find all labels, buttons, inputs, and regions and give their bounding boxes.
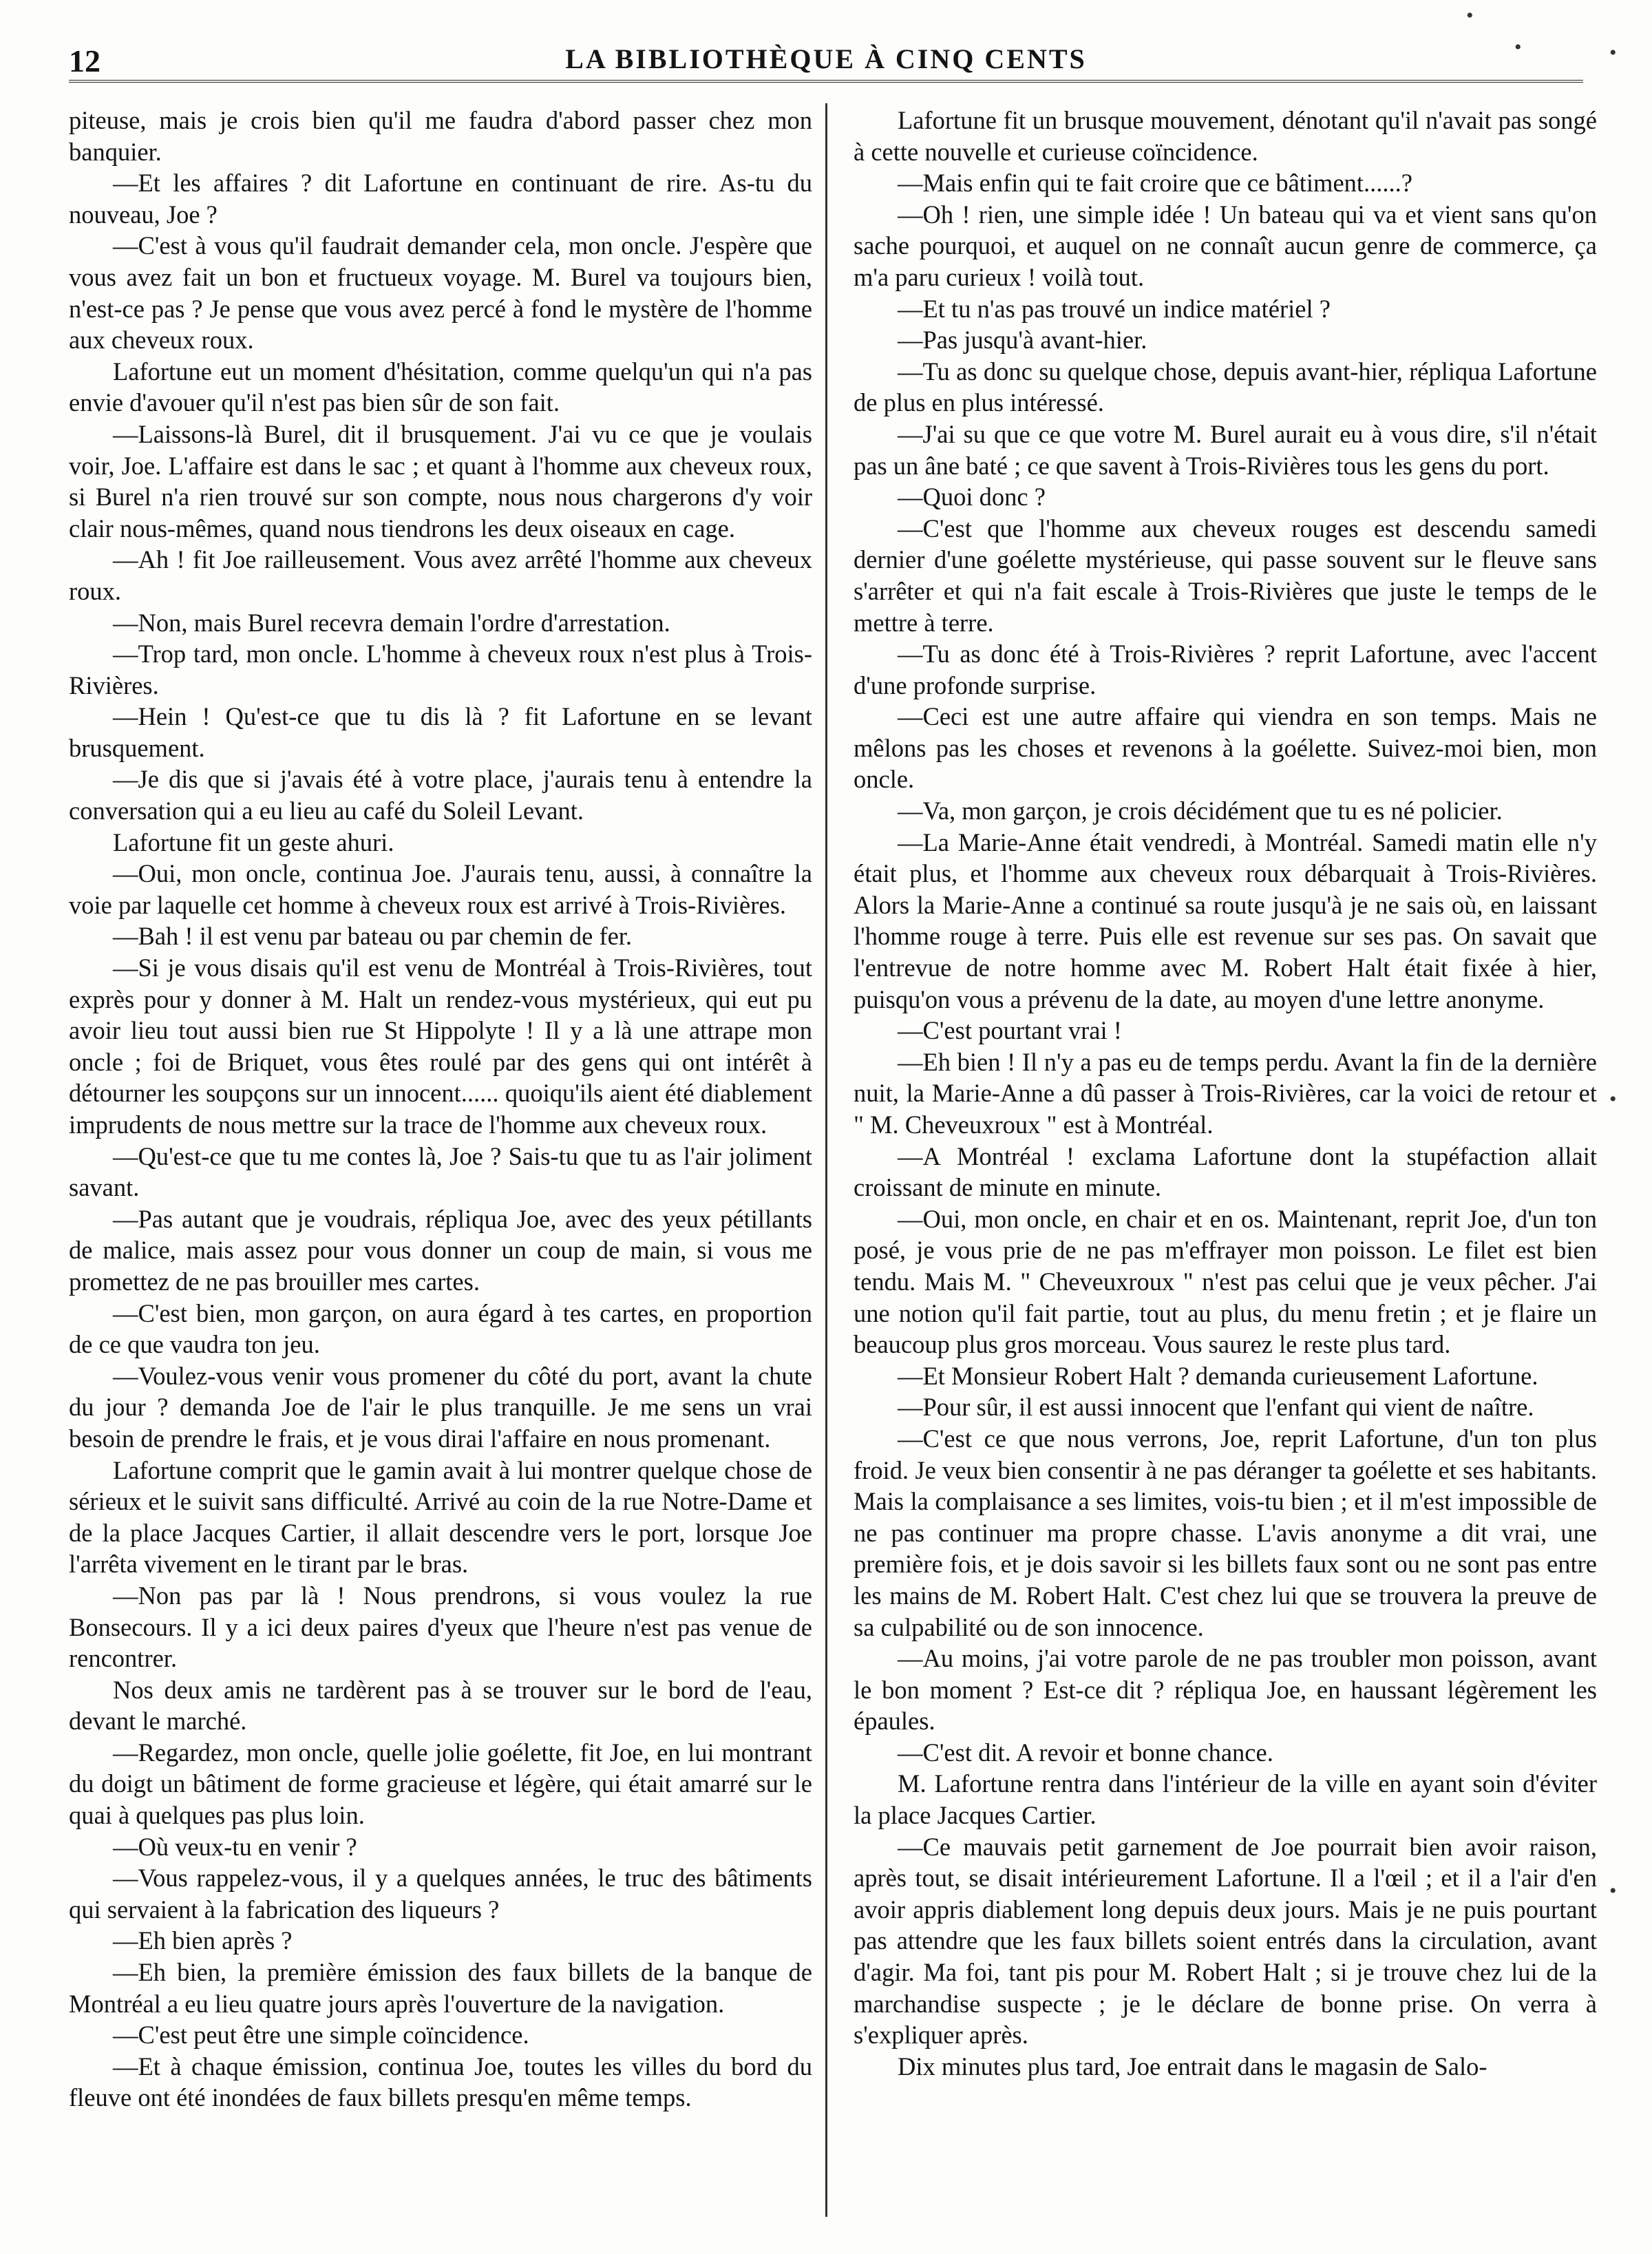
paragraph: —Ceci est une autre affaire qui viendra en son temps. Mais ne mêlons pas les choses et revenons à la goélette. Suivez-moi bien, mon oncle. [854, 702, 1597, 794]
paragraph: —Tu as donc su quelque chose, depuis avant-hier, répliqua Lafortune de plus en plus intéressé. [854, 357, 1597, 417]
column-divider [825, 103, 827, 2217]
paragraph: —Hein ! Qu'est-ce que tu dis là ? fit Lafortune en se levant brusquement. [69, 702, 812, 762]
paragraph: —C'est pourtant vrai ! [898, 1016, 1122, 1045]
paragraph: —Bah ! il est venu par bateau ou par chemin de fer. [113, 922, 633, 951]
paragraph: —Va, mon garçon, je crois décidément que tu es né policier. [898, 797, 1503, 825]
paragraph: Dix minutes plus tard, Joe entrait dans le magasin de Salo- [898, 2052, 1487, 2081]
paragraph: —Je dis que si j'avais été à votre place, j'aurais tenu à entendre la conversation qui a eu lieu au café du Soleil Levant. [69, 765, 812, 825]
paragraph: —La Marie-Anne était vendredi, à Montréal. Samedi matin elle n'y était plus, et l'homme aux cheveux roux débarquait à Trois-Rivières. Alors la Marie-Anne a continué sa route jusqu'à je ne sais où, en laissant l'homme rouge à terre. Puis elle est revenue sur ses pas. On savait que l'entrevue de notre homme avec M. Robert Halt était fixée à hier, puisqu'on vous a prévenu de la date, au moyen d'une lettre anonyme. [854, 828, 1597, 1013]
paragraph: —J'ai su que ce que votre M. Burel aurait eu à vous dire, s'il n'était pas un âne baté ; ce que savent à Trois-Rivières tous les gens du port. [854, 419, 1597, 480]
running-title: LA BIBLIOTHÈQUE À CINQ CENTS [565, 43, 1087, 74]
ink-speck: • [1466, 4, 1474, 27]
paragraph: M. Lafortune rentra dans l'intérieur de la ville en ayant soin d'éviter la place Jacques Cartier. [854, 1769, 1597, 1830]
paragraph: —C'est ce que nous verrons, Joe, reprit Lafortune, d'un ton plus froid. Je veux bien consentir à ne pas déranger ta goélette et ses habitants. Mais la complaisance a ses limites, vois-tu bien ; et il m'est impossible de ne pas continuer ma propre chasse. L'avis anonyme a dit vrai, une première fois, et je dois savoir si les billets faux sont ou ne sont pas entre les mains de M. Robert Halt. C'est chez lui que se trouvera la preuve de sa culpabilité ou de son innocence. [854, 1424, 1597, 1641]
paragraph: Nos deux amis ne tardèrent pas à se trouver sur le bord de l'eau, devant le marché. [69, 1675, 812, 1736]
header-rule [69, 80, 1583, 83]
paragraph: —Laissons-là Burel, dit il brusquement. J'ai vu ce que je voulais voir, Joe. L'affaire est dans le sac ; et quant à l'homme aux cheveux roux, si Burel n'a rien trouvé sur son compte, nous nous chargerons d'y voir clair nous-mêmes, quand nous tiendrons les deux oiseaux en cage. [69, 419, 812, 543]
paragraph: Lafortune fit un brusque mouvement, dénotant qu'il n'avait pas songé à cette nouvelle et curieuse coïncidence. [854, 106, 1597, 166]
page-number: 12 [69, 43, 100, 78]
paragraph: —Et tu n'as pas trouvé un indice matériel ? [898, 294, 1331, 323]
paragraph: —Et les affaires ? dit Lafortune en continuant de rire. As-tu du nouveau, Joe ? [69, 169, 812, 229]
paragraph: —Oh ! rien, une simple idée ! Un bateau qui va et vient sans qu'on sache pourquoi, et auquel on ne connaît aucun genre de commerce, ça m'a paru curieux ! voilà tout. [854, 200, 1597, 291]
paragraph: —Ah ! fit Joe railleusement. Vous avez arrêté l'homme aux cheveux roux. [69, 545, 812, 605]
paragraph: —Oui, mon oncle, continua Joe. J'aurais tenu, aussi, à connaître la voie par laquelle cet homme à cheveux roux est arrivé à Trois-Rivières. [69, 859, 812, 919]
ink-speck: • [1609, 1088, 1617, 1110]
ink-speck: • [1609, 1879, 1617, 1902]
paragraph: —C'est bien, mon garçon, on aura égard à tes cartes, en proportion de ce que vaudra ton jeu. [69, 1298, 812, 1359]
paragraph: —Au moins, j'ai votre parole de ne pas troubler mon poisson, avant le bon moment ? Est-ce dit ? répliqua Joe, en haussant légèrement les épaules. [854, 1644, 1597, 1736]
paragraph: —Quoi donc ? [898, 483, 1046, 512]
ink-speck: • [1514, 36, 1522, 59]
paragraph: —Pas autant que je voudrais, répliqua Joe, avec des yeux pétillants de malice, mais assez pour vous donner un coup de main, si vous me promettez de ne pas brouiller mes cartes. [69, 1204, 812, 1296]
column-right [854, 105, 1597, 2211]
paragraph: —A Montréal ! exclama Lafortune dont la stupéfaction allait croissant de minute en minute. [854, 1141, 1597, 1202]
paragraph: —Eh bien ! Il n'y a pas eu de temps perdu. Avant la fin de la dernière nuit, la Marie-Anne a dû passer à Trois-Rivières, car la voici de retour et " M. Cheveuxroux " est à Montréal. [854, 1047, 1597, 1139]
paragraph: Lafortune comprit que le gamin avait à lui montrer quelque chose de sérieux et le suivit sans difficulté. Arrivé au coin de la rue Notre-Dame et de la place Jacques Cartier, il allait descendre vers le port, lorsque Joe l'arrêta vivement en le tirant par le bras. [69, 1455, 812, 1579]
paragraph: —Si je vous disais qu'il est venu de Montréal à Trois-Rivières, tout exprès pour y donner à M. Halt un rendez-vous mystérieux, qui eut pu avoir lieu tout aussi bien rue St Hippolyte ! Il y a là une attrape mon oncle ; foi de Briquet, vous êtes roulé par des gens qui ont intérêt à détourner les soupçons sur un innocent...... quoiqu'ils aient été diablement imprudents de nous mettre sur la trace de l'homme aux cheveux roux. [69, 954, 812, 1139]
paragraph: —C'est à vous qu'il faudrait demander cela, mon oncle. J'espère que vous avez fait un bon et fructueux voyage. M. Burel va toujours bien, n'est-ce pas ? Je pense que vous avez percé à fond le mystère de l'homme aux cheveux roux. [69, 231, 812, 355]
paragraph: piteuse, mais je crois bien qu'il me faudra d'abord passer chez mon banquier. [69, 106, 812, 166]
paragraph: —Et Monsieur Robert Halt ? demanda curieusement Lafortune. [898, 1361, 1538, 1390]
paragraph: —Mais enfin qui te fait croire que ce bâtiment......? [898, 169, 1412, 198]
paragraph: —Pas jusqu'à avant-hier. [898, 326, 1147, 355]
paragraph: —Et à chaque émission, continua Joe, toutes les villes du bord du fleuve ont été inondées de faux billets presqu'en même temps. [69, 2052, 812, 2112]
paragraph: —C'est dit. A revoir et bonne chance. [898, 1738, 1273, 1767]
paragraph: —Eh bien après ? [113, 1926, 293, 1955]
paragraph: —C'est que l'homme aux cheveux rouges est descendu samedi dernier d'une goélette mystérieuse, qui passe souvent sur le fleuve sans s'arrêter et qui n'a fait escale à Trois-Rivières que juste le temps de le mettre à terre. [854, 514, 1597, 637]
paragraph: —Non, mais Burel recevra demain l'ordre d'arrestation. [113, 608, 670, 637]
paragraph: —Tu as donc été à Trois-Rivières ? reprit Lafortune, avec l'accent d'une profonde surprise. [854, 640, 1597, 699]
paragraph: —Trop tard, mon oncle. L'homme à cheveux roux n'est plus à Trois-Rivières. [69, 640, 812, 699]
paragraph: —Qu'est-ce que tu me contes là, Joe ? Sais-tu que tu as l'air joliment savant. [69, 1141, 812, 1202]
page-header [69, 40, 1583, 81]
paragraph: —Ce mauvais petit garnement de Joe pourrait bien avoir raison, après tout, se disait intérieurement Lafortune. Il a l'œil ; et il a l'air d'en avoir appris diablement long depuis deux jours. Mais je ne puis pourtant pas attendre que les faux billets soient entrés dans la circulation, avant d'agir. Ma foi, tant pis pour M. Robert Halt ; si je trouve chez lui de la marchandise suspecte ; je le déclare de bonne prise. On verra à s'expliquer après. [854, 1832, 1597, 2050]
paragraph: —Regardez, mon oncle, quelle jolie goélette, fit Joe, en lui montrant du doigt un bâtiment de forme gracieuse et légère, qui était amarré sur le quai à quelques pas plus loin. [69, 1738, 812, 1830]
paragraph: —Où veux-tu en venir ? [113, 1832, 357, 1861]
paragraph: —C'est peut être une simple coïncidence. [113, 2021, 529, 2050]
column-left [69, 105, 812, 2211]
paragraph: Lafortune fit un geste ahuri. [113, 828, 394, 856]
paragraph: Lafortune eut un moment d'hésitation, comme quelqu'un qui n'a pas envie d'avouer qu'il n'est pas bien sûr de son fait. [69, 357, 812, 417]
paragraph: —Oui, mon oncle, en chair et en os. Maintenant, reprit Joe, d'un ton posé, je vous prie de ne pas m'effrayer mon poisson. Le filet est bien tendu. Mais M. " Cheveuxroux " n'est pas celui que je veux pêcher. J'ai une notion qu'il fait partie, tout au plus, du menu fretin ; et je flaire un beaucoup plus gros morceau. Vous saurez le reste plus tard. [854, 1204, 1597, 1359]
paragraph: —Non pas par là ! Nous prendrons, si vous voulez la rue Bonsecours. Il y a ici deux paires d'yeux que l'heure n'est pas venue de rencontrer. [69, 1581, 812, 1673]
paragraph: —Vous rappelez-vous, il y a quelques années, le truc des bâtiments qui servaient à la fabrication des liqueurs ? [69, 1864, 812, 1924]
paragraph: —Eh bien, la première émission des faux billets de la banque de Montréal a eu lieu quatre jours après l'ouverture de la navigation. [69, 1958, 812, 2018]
paragraph: —Pour sûr, il est aussi innocent que l'enfant qui vient de naître. [898, 1393, 1534, 1422]
paragraph: —Voulez-vous venir vous promener du côté du port, avant la chute du jour ? demanda Joe de l'air le plus tranquille. Je me sens un vrai besoin de prendre le frais, et je vous dirai l'affaire en nous promenant. [69, 1361, 812, 1453]
ink-speck: • [1609, 41, 1617, 64]
